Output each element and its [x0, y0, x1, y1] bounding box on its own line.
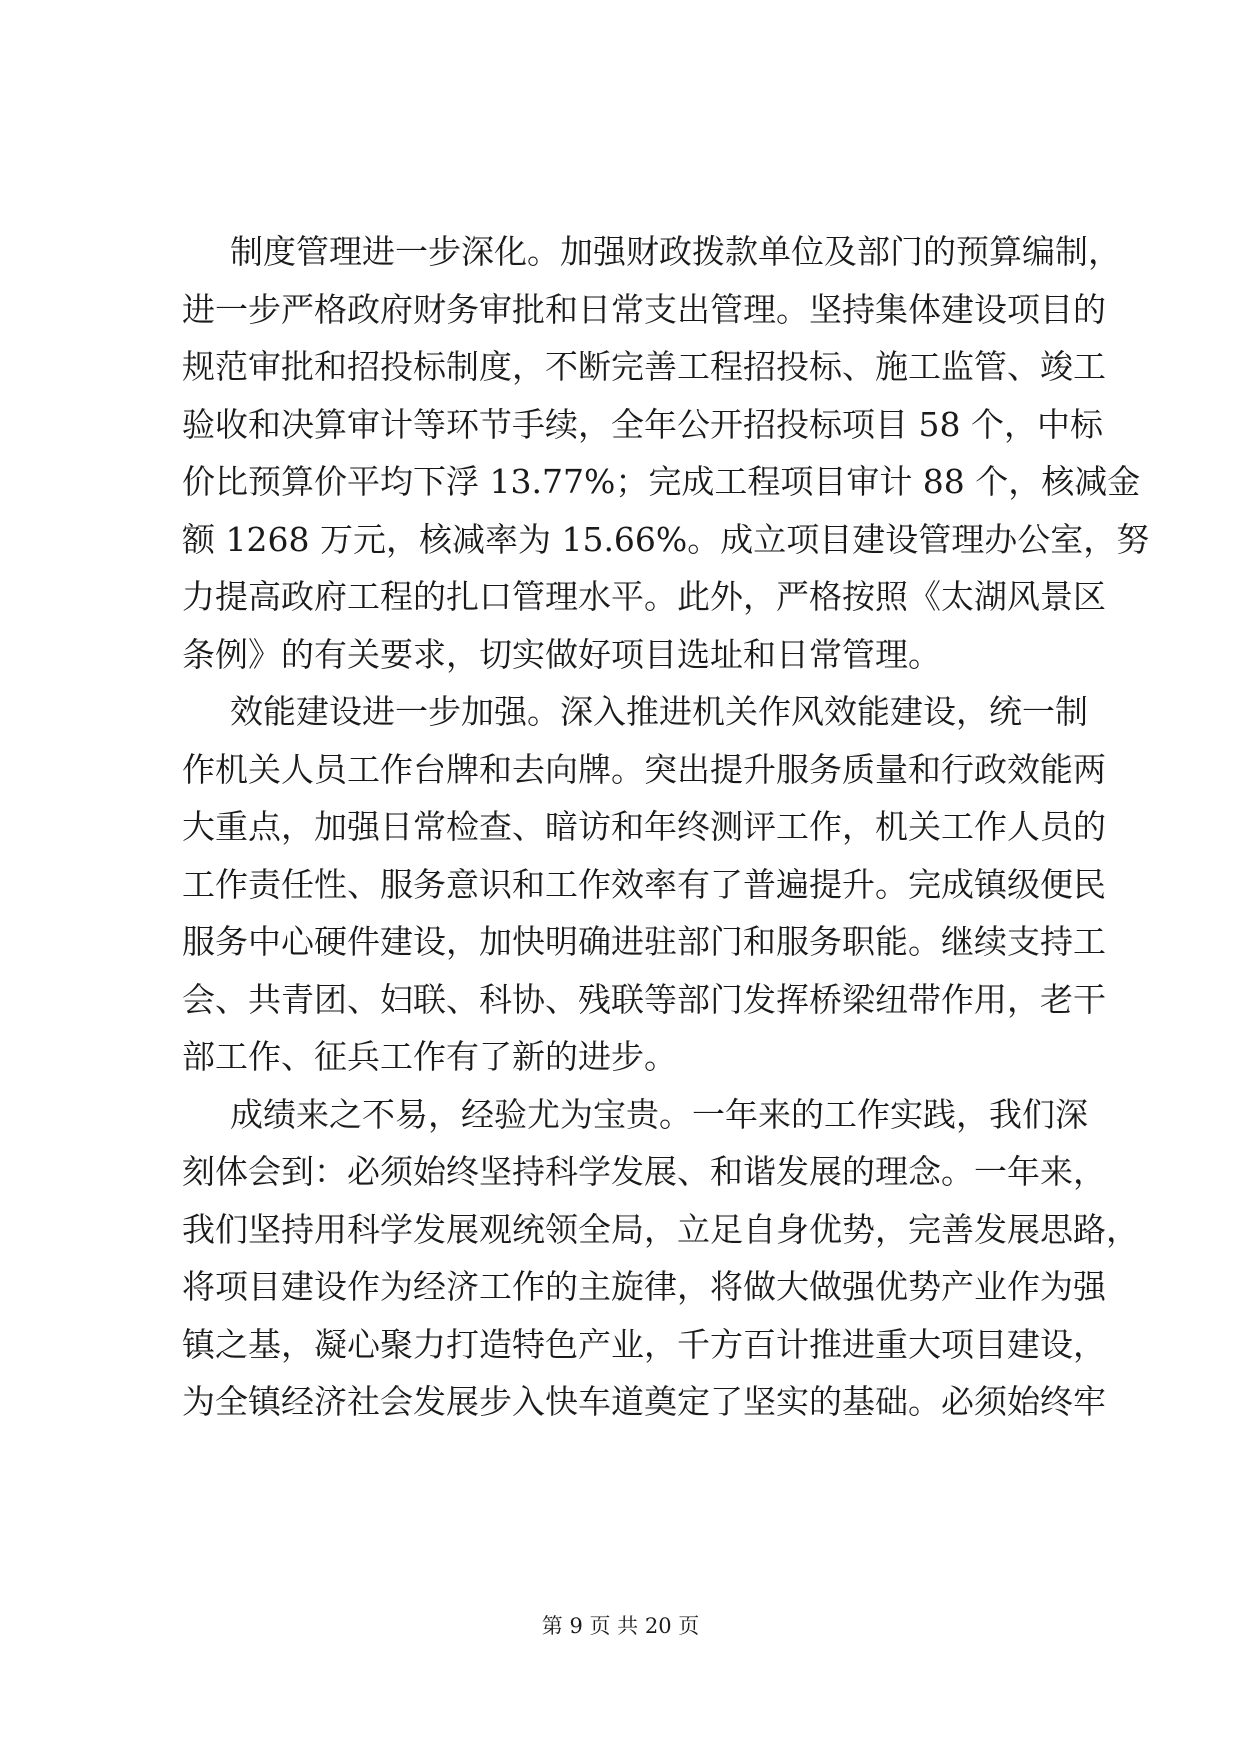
paragraph-1-line-5: 价比预算价平均下浮 13.77%；完成工程项目审计 88 个，核减金 — [182, 462, 1141, 501]
paragraph-2-line-7: 部工作、征兵工作有了新的进步。 — [182, 1037, 677, 1076]
paragraph-3-line-6: 为全镇经济社会发展步入快车道奠定了坚实的基础。必须始终牢 — [182, 1382, 1106, 1421]
paragraph-2-line-1: 效能建设进一步加强。深入推进机关作风效能建设，统一制 — [230, 692, 1088, 731]
paragraph-1-line-7: 力提高政府工程的扎口管理水平。此外，严格按照《太湖风景区 — [182, 577, 1106, 616]
paragraph-3-line-5: 镇之基，凝心聚力打造特色产业，千方百计推进重大项目建设， — [182, 1324, 1106, 1364]
paragraph-2-line-5: 服务中心硬件建设，加快明确进驻部门和服务职能。继续支持工 — [182, 922, 1106, 961]
paragraph-2-line-3: 大重点，加强日常检查、暗访和年终测评工作，机关工作人员的 — [182, 807, 1106, 846]
paragraph-2-line-4: 工作责任性、服务意识和工作效率有了普遍提升。完成镇级便民 — [182, 864, 1106, 904]
paragraph-3-line-4: 将项目建设作为经济工作的主旋律，将做大做强优势产业作为强 — [182, 1267, 1106, 1306]
paragraph-1-line-8: 条例》的有关要求，切实做好项目选址和日常管理。 — [182, 634, 941, 674]
paragraph-1-line-2: 进一步严格政府财务审批和日常支出管理。坚持集体建设项目的 — [182, 289, 1106, 329]
paragraph-1-line-1: 制度管理进一步深化。加强财政拨款单位及部门的预算编制， — [230, 232, 1121, 271]
paragraph-3-line-2: 刻体会到：必须始终坚持科学发展、和谐发展的理念。一年来， — [182, 1152, 1106, 1191]
paragraph-3-line-3: 我们坚持用科学发展观统领全局，立足自身优势，完善发展思路， — [182, 1209, 1139, 1249]
paragraph-1-line-6: 额 1268 万元，核减率为 15.66%。成立项目建设管理办公室，努 — [182, 519, 1150, 559]
paragraph-3-line-1: 成绩来之不易，经验尤为宝贵。一年来的工作实践，我们深 — [230, 1094, 1088, 1134]
paragraph-2-line-6: 会、共青团、妇联、科协、残联等部门发挥桥梁纽带作用，老干 — [182, 979, 1106, 1019]
page-number-footer: 第 9 页 共 20 页 — [541, 1614, 700, 1638]
paragraph-2-line-2: 作机关人员工作台牌和去向牌。突出提升服务质量和行政效能两 — [182, 749, 1106, 789]
paragraph-1-line-4: 验收和决算审计等环节手续，全年公开招投标项目 58 个，中标 — [182, 404, 1103, 444]
document-body — [182, 223, 1150, 1431]
paragraph-1-line-3: 规范审批和招投标制度，不断完善工程招投标、施工监管、竣工 — [182, 347, 1106, 386]
